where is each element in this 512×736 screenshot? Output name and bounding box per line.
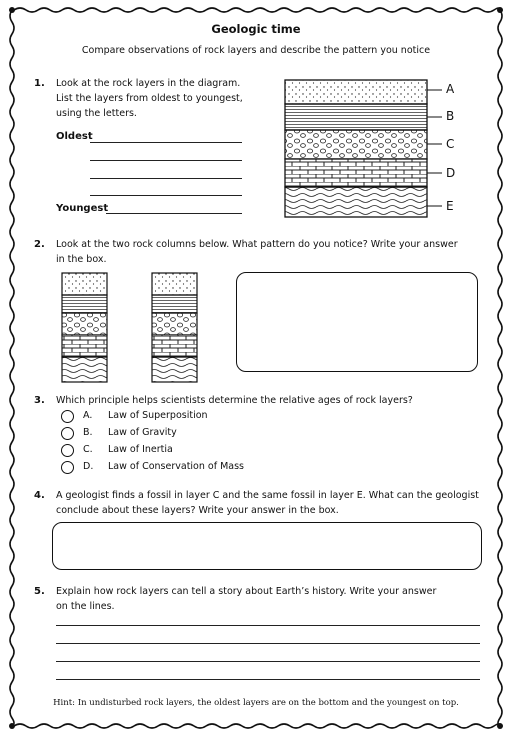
q2-answer-box[interactable]	[236, 272, 478, 372]
layer-label-e: E	[446, 199, 454, 213]
q5-line-2: on the lines.	[56, 601, 115, 612]
q1-line-1: Look at the rock layers in the diagram.	[56, 78, 241, 89]
page-subtitle: Compare observations of rock layers and describe the pattern you notice	[81, 45, 431, 56]
layer-label-b: B	[446, 109, 455, 123]
page-title: Geologic time	[211, 22, 301, 36]
option-c-letter: C.	[83, 444, 93, 455]
answer-line[interactable]	[90, 195, 242, 196]
rock-column-left	[60, 272, 110, 384]
layer-a	[285, 80, 427, 104]
answer-line[interactable]	[90, 178, 242, 179]
hint-text: Hint: In undisturbed rock layers, the oldest layers are on the bottom and the youngest on top.	[53, 698, 459, 708]
layer-e	[285, 187, 427, 217]
q5-text	[56, 584, 436, 614]
option-a-radio[interactable]	[61, 410, 74, 423]
youngest-label: Youngest	[56, 203, 109, 214]
option-d-letter: D.	[83, 461, 94, 472]
rock-layer-diagram	[280, 78, 470, 220]
q2-number: 2.	[34, 239, 45, 250]
oldest-label: Oldest	[56, 131, 93, 142]
q5-answer-line[interactable]	[56, 679, 480, 680]
q1-line-2: List the layers from oldest to youngest,	[56, 93, 243, 104]
q5-number: 5.	[34, 586, 45, 597]
q2-text	[56, 237, 458, 267]
option-b-radio[interactable]	[61, 427, 74, 440]
option-a-letter: A.	[83, 410, 93, 421]
option-a-text[interactable]: Law of Superposition	[108, 410, 208, 421]
q4-line-1: A geologist finds a fossil in layer C and the same fossil in layer E. What can the geologist	[56, 490, 479, 501]
q5-line-1: Explain how rock layers can tell a story about Earth’s history. Write your answer	[56, 586, 437, 597]
q3-number: 3.	[34, 395, 45, 406]
q3-text: Which principle helps scientists determine the relative ages of rock layers?	[56, 395, 413, 406]
rock-column-right	[150, 272, 200, 384]
option-d-text[interactable]: Law of Conservation of Mass	[108, 461, 245, 472]
q2-line-1: Look at the two rock columns below. What pattern do you notice? Write your answer	[56, 239, 458, 250]
layer-b	[285, 104, 427, 130]
answer-line-youngest[interactable]	[106, 213, 242, 214]
q1-line-3: using the letters.	[56, 108, 137, 119]
q5-answer-line[interactable]	[56, 643, 480, 644]
q4-line-2: conclude about these layers? Write your answer in the box.	[56, 505, 339, 516]
q1-text	[56, 76, 243, 121]
q4-number: 4.	[34, 490, 45, 501]
q4-answer-box[interactable]	[52, 522, 482, 570]
option-d-radio[interactable]	[61, 461, 74, 474]
layer-c	[285, 130, 427, 159]
layer-d	[285, 159, 427, 187]
q4-text	[56, 488, 479, 518]
q1-number: 1.	[34, 78, 45, 89]
q5-answer-line[interactable]	[56, 661, 480, 662]
option-b-letter: B.	[83, 427, 93, 438]
option-c-radio[interactable]	[61, 444, 74, 457]
q5-answer-line[interactable]	[56, 625, 480, 626]
layer-label-d: D	[446, 166, 456, 180]
option-c-text[interactable]: Law of Inertia	[108, 444, 173, 455]
layer-label-c: C	[446, 137, 455, 151]
layer-label-a: A	[446, 82, 455, 96]
option-b-text[interactable]: Law of Gravity	[108, 427, 177, 438]
answer-line[interactable]	[90, 160, 242, 161]
q2-line-2: in the box.	[56, 254, 107, 265]
answer-line-oldest[interactable]	[90, 142, 242, 143]
